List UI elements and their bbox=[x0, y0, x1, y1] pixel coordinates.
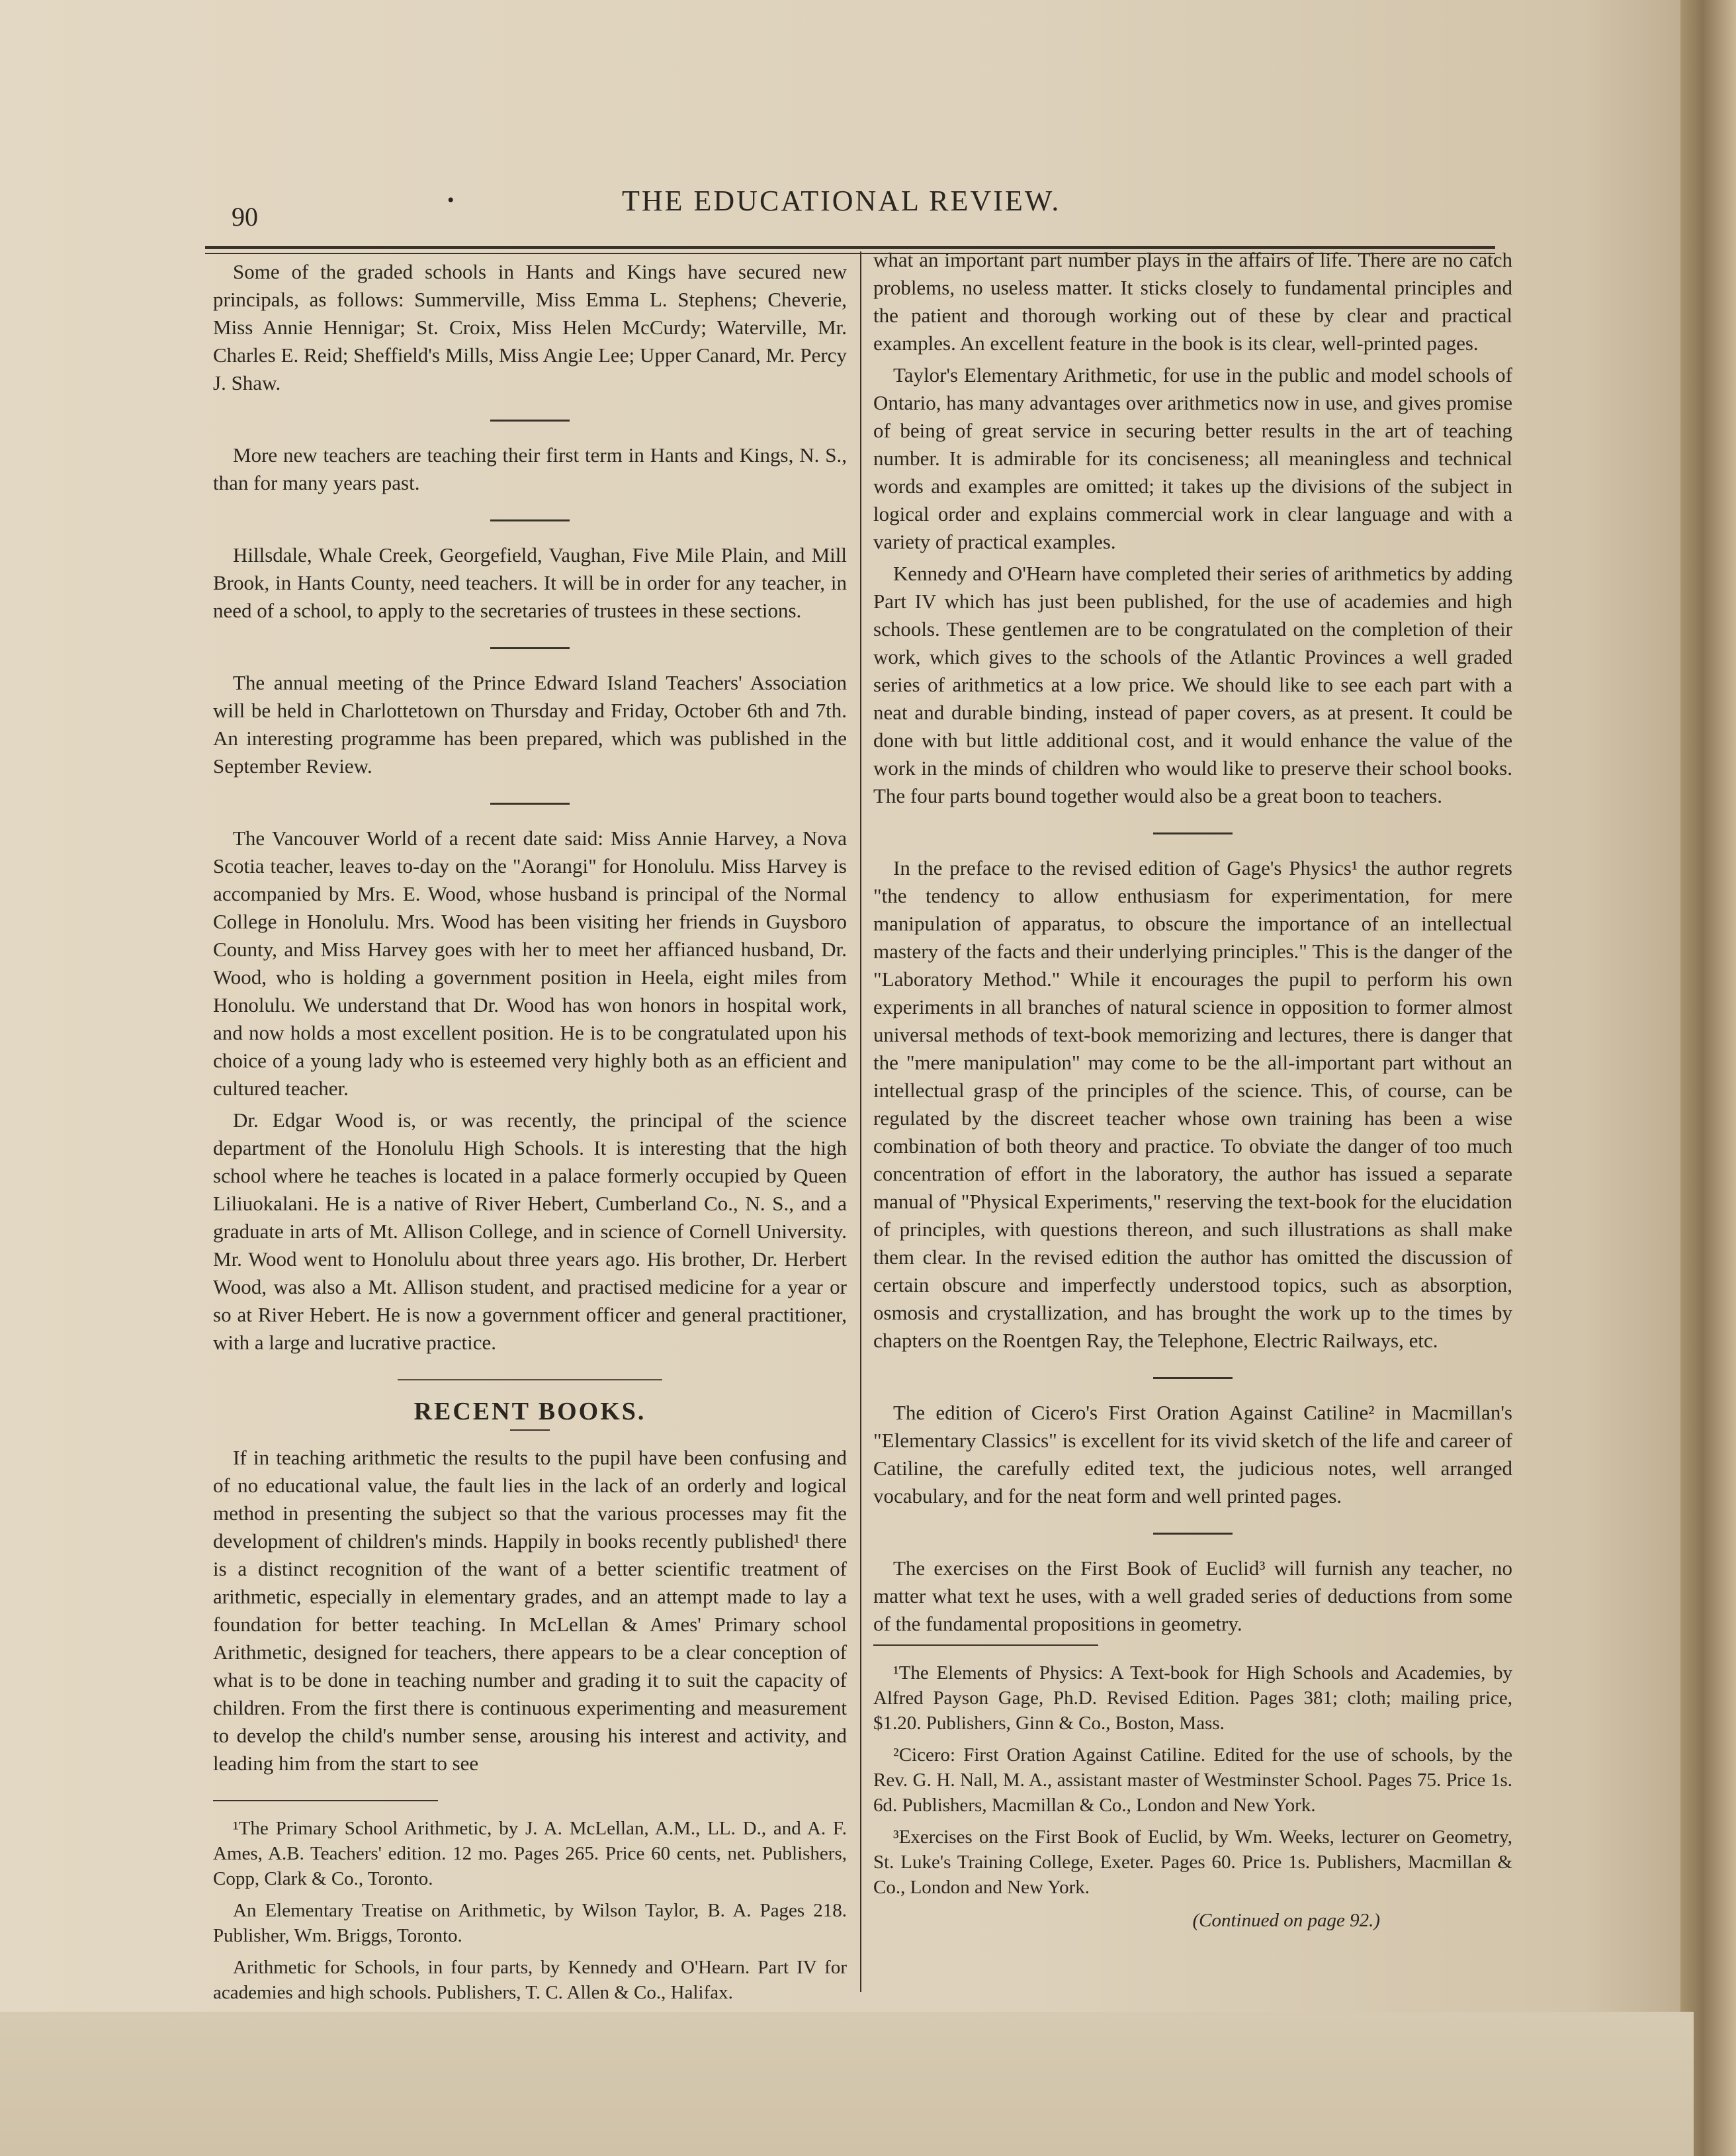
footnote: ²Cicero: First Oration Against Catiline. Edited for the use of schools, by the Rev. G. H. Nall, M. A., assistant master of Westminster School. Pages 75. Price 1s. 6d. Publishers, Macmillan & Co., London and New York. bbox=[873, 1744, 1512, 1816]
heading-rule bbox=[510, 1429, 550, 1431]
paragraph-cicero: The edition of Cicero's First Oration Against Catiline² in Macmillan's "Elementary Classics" is excellent for its vivid sketch of the life and career of Catiline, the carefully edited text, the judicious notes, well arranged vocabulary, and for the neat form and well printed pages. bbox=[873, 1401, 1512, 1507]
paragraph-arithmetic-review: If in teaching arithmetic the results to the pupil have been confusing and of no educational value, the fault lies in the lack of an orderly and logical method in presenting the subject so that the various processes may fit the development of children's minds. Happily in books recently published¹ there is a distinct recognition of the want of a better scientific treatment of arithmetic, especially in elementary grades, and an attempt made to lay a foundation for better teaching. In McLellan & Ames' Primary school Arithmetic, designed for teachers, there appears to be a clear conception of what is to be done in teaching number and grading it to suit the capacity of children. From the first there is continuous experimenting and measurement to develop the child's number sense, arousing his interest and activity, and leading him from the start to see bbox=[213, 1446, 847, 1775]
right-column bbox=[873, 246, 1512, 1934]
header-dot: • bbox=[447, 189, 455, 211]
paragraph-vancouver-world: The Vancouver World of a recent date said: Miss Annie Harvey, a Nova Scotia teacher, leaves to-day on the "Aorangi" for Honolulu. Miss Harvey is accompanied by Mrs. E. Wood, whose husband is principal of the Normal College in Honolulu. Mrs. Wood has been visiting her friends in Guysboro County, and Miss Harvey goes with her to meet her affianced husband, Dr. Wood, who is holding a government position in Heela, eight miles from Honolulu. We understand that Dr. Wood has won honors in hospital work, and now holds a most excellent position. He is to be congratulated upon his choice of a young lady who is esteemed very highly both as an efficient and cultured teacher. bbox=[213, 827, 847, 1100]
page-number: 90 bbox=[232, 202, 258, 232]
separator bbox=[490, 519, 570, 521]
page-bottom-margin bbox=[0, 2012, 1694, 2156]
paragraph-need-teachers: Hillsdale, Whale Creek, Georgefield, Vaughan, Five Mile Plain, and Mill Brook, in Hants County, need teachers. It will be in order for any teacher, in need of a school, to apply to the secretaries of trustees in these sections. bbox=[213, 543, 847, 622]
paragraph-euclid: The exercises on the First Book of Euclid³ will furnish any teacher, no matter what text he uses, with a well graded series of deductions from some of the fundamental propositions in geometry. bbox=[873, 1556, 1512, 1635]
binding-fold bbox=[1680, 0, 1736, 2156]
continued-note: (Continued on page 92.) bbox=[1192, 1910, 1380, 1931]
separator bbox=[1153, 1533, 1233, 1535]
journal-title: THE EDUCATIONAL REVIEW. bbox=[622, 185, 1061, 217]
footnote-rule bbox=[873, 1644, 1098, 1646]
paragraph-taylor: Taylor's Elementary Arithmetic, for use in the public and model schools of Ontario, has many advantages over arithmetics now in use, and gives promise of being of great service in securing better results in the art of teaching number. It is admirable for its conciseness; all meaningless and technical words and examples are omitted; it takes up the divisions of the subject in logical order and explains commercial work in clear language and with a variety of practical examples. bbox=[873, 363, 1512, 553]
paragraph-pei-meeting: The annual meeting of the Prince Edward Island Teachers' Association will be held in Charlottetown on Thursday and Friday, October 6th and 7th. An interesting programme has been prepared, which was published in the September Review. bbox=[213, 671, 847, 778]
separator bbox=[490, 420, 570, 422]
footnote: ³Exercises on the First Book of Euclid, by Wm. Weeks, lecturer on Geometry, St. Luke's Training College, Exeter. Pages 60. Price 1s. Publishers, Macmillan & Co., London and New York. bbox=[873, 1826, 1512, 1898]
paragraph-kennedy: Kennedy and O'Hearn have completed their series of arithmetics by adding Part IV which has just been published, for the use of academies and high schools. These gentlemen are to be congratulated on the completion of their work, which gives to the schools of the Atlantic Provinces a well graded series of arithmetics at a low price. We should like to see each part with a neat and durable binding, instead of paper covers, as at present. It could be done with but little additional cost, and it would enhance the value of the work in the minds of children who would like to preserve their school books. The four parts bound together would also be a great boon to teachers. bbox=[873, 562, 1512, 807]
paragraph-gage-physics: In the preface to the revised edition of Gage's Physics¹ the author regrets "the tendency to allow enthusiasm for experimentation, for mere manipulation of apparatus, to obscure the importance of an intellectual mastery of the facts and their underlying principles." This is the danger of the "Laboratory Method." While it encourages the pupil to perform his own experiments in all branches of natural science in opposition to former almost universal methods of text-book memorizing and lectures, there is danger that the "mere manipulation" may come to be the all-important part without an intellectual grasp of the principles of the science. This, of course, can be regulated by the discreet teacher whose own training has been a wise combination of both theory and practice. To obviate the danger of too much concentration of effort in the laboratory, the author has issued a separate manual of "Physical Experiments," reserving the text-book for the elucidation of principles, with questions thereon, and such illustrations as shall make them clear. In the revised edition the author has omitted the discussion of certain obscure and imperfectly understood topics, such as absorption, osmosis and crystallization, and has brought the work up to the times by chapters on the Roentgen Ray, the Telephone, Electric Railways, etc. bbox=[873, 856, 1512, 1352]
footnote-rule bbox=[213, 1800, 438, 1801]
paragraph-continuation: what an important part number plays in the affairs of life. There are no catch problems, no useless matter. It sticks closely to fundamental principles and the patient and thorough working out of these by clear and practical examples. An excellent feature in the book is its clear, well-printed pages. bbox=[873, 248, 1512, 355]
paragraph-edgar-wood: Dr. Edgar Wood is, or was recently, the principal of the science department of the Honolulu High Schools. It is interesting that the high school where he teaches is located in a palace formerly occupied by Queen Liliuokalani. He is a native of River Hebert, Cumberland Co., N. S., and a graduate in arts of Mt. Allison College, and in science of Cornell University. Mr. Wood went to Honolulu about three years ago. His brother, Dr. Herbert Wood, was also a Mt. Allison student, and practised medicine for a year or so at River Hebert. He is now a government officer and general practitioner, with a large and lucrative practice. bbox=[213, 1108, 847, 1354]
paragraph-graded-schools: Some of the graded schools in Hants and Kings have secured new principals, as follows: Summerville, Miss Emma L. Stephens; Cheverie, Miss Annie Hennigar; St. Croix, Miss Helen McCurdy; Waterville, Mr. Charles E. Reid; Sheffield's Mills, Miss Angie Lee; Upper Canard, Mr. Percy J. Shaw. bbox=[213, 260, 847, 394]
footnote: An Elementary Treatise on Arithmetic, by Wilson Taylor, B. A. Pages 218. Publisher, Wm. Briggs, Toronto. bbox=[213, 1900, 847, 1946]
separator bbox=[1153, 832, 1233, 834]
section-rule bbox=[398, 1379, 662, 1380]
running-header bbox=[225, 180, 1508, 232]
section-heading: RECENT BOOKS. bbox=[413, 1398, 646, 1425]
footnote: Arithmetic for Schools, in four parts, by Kennedy and O'Hearn. Part IV for academies and high schools. Publishers, T. C. Allen & Co., Halifax. bbox=[213, 1957, 847, 2003]
column-divider bbox=[860, 251, 861, 1992]
paragraph-new-teachers: More new teachers are teaching their first term in Hants and Kings, N. S., than for many years past. bbox=[213, 443, 847, 494]
footnote: ¹The Elements of Physics: A Text-book for High Schools and Academies, by Alfred Payson Gage, Ph.D. Revised Edition. Pages 381; cloth; mailing price, $1.20. Publishers, Ginn & Co., Boston, Mass. bbox=[873, 1662, 1512, 1734]
separator bbox=[490, 647, 570, 649]
separator bbox=[1153, 1377, 1233, 1379]
separator bbox=[490, 803, 570, 805]
footnote: ¹The Primary School Arithmetic, by J. A. McLellan, A.M., LL. D., and A. F. Ames, A.B. Teachers' edition. 12 mo. Pages 265. Price 60 cents, net. Publishers, Copp, Clark & Co., Toronto. bbox=[213, 1818, 847, 1889]
left-column bbox=[213, 258, 847, 2012]
